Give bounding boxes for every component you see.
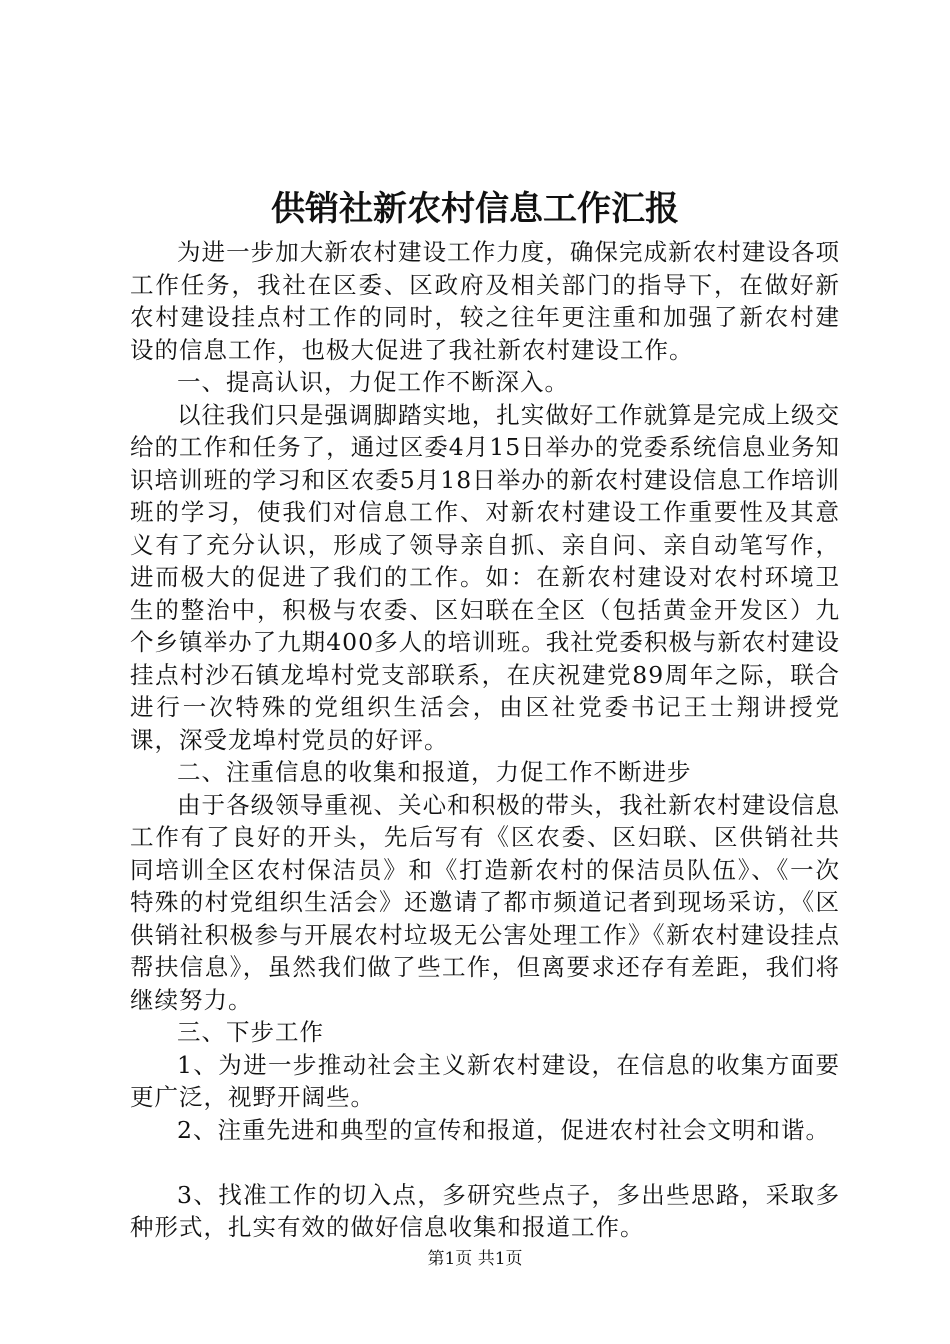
- plan-item-1: 1、为进一步推动社会主义新农村建设，在信息的收集方面要更广泛，视野开阔些。: [130, 1050, 840, 1111]
- section-heading-1: 一、提高认识，力促工作不断深入。: [177, 368, 569, 396]
- section-heading-3: 三、下步工作: [177, 1018, 324, 1046]
- section-1-paragraph: 以往我们只是强调脚踏实地，扎实做好工作就算是完成上级交给的工作和任务了，通过区委4月15日举办的党委系统信息业务知识培训班的学习和区农委5月18日举办的新农村建设信息工作培训班的学习，使我们对信息工作、对新农村建设工作重要性及其意义有了充分认识，形成了领导亲自抓、亲自问、亲自动笔写作，进而极大的促进了我们的工作。如：在新农村建设对农村环境卫生的整治中，积极与农委、区妇联在全区（包括黄金开发区）九个乡镇举办了九期400多人的培训班。我社党委积极与新农村建设挂点村沙石镇龙埠村党支部联系，在庆祝建党89周年之际，联合进行一次特殊的党组织生活会，由区社党委书记王士翔讲授党课，深受龙埠村党员的好评。: [130, 400, 840, 754]
- intro-paragraph: 为进一步加大新农村建设工作力度，确保完成新农村建设各项工作任务，我社在区委、区政府及相关部门的指导下，在做好新农村建设挂点村工作的同时，较之往年更注重和加强了新农村建设的信息工作，也极大促进了我社新农村建设工作。: [130, 238, 840, 364]
- document-title: 供销社新农村信息工作汇报: [271, 189, 679, 229]
- section-2-paragraph: 由于各级领导重视、关心和积极的带头，我社新农村建设信息工作有了良好的开头，先后写有《区农委、区妇联、区供销社共同培训全区农村保洁员》和《打造新农村的保洁员队伍》、《一次特殊的村党组织生活会》还邀请了都市频道记者到现场采访，《区供销社积极参与开展农村垃圾无公害处理工作》《新农村建设挂点帮扶信息》，虽然我们做了些工作，但离要求还存有差距，我们将继续努力。: [130, 790, 840, 1014]
- document-body: [130, 236, 840, 1244]
- plan-item-3: 3、找准工作的切入点，多研究些点子，多出些思路，采取多种形式，扎实有效的做好信息收集和报道工作。: [130, 1180, 840, 1241]
- plan-item-2: 2、注重先进和典型的宣传和报道，促进农村社会文明和谐。: [177, 1115, 830, 1144]
- page-footer: 第1页 共1页: [427, 1249, 523, 1269]
- section-heading-2: 二、注重信息的收集和报道，力促工作不断进步: [177, 758, 692, 786]
